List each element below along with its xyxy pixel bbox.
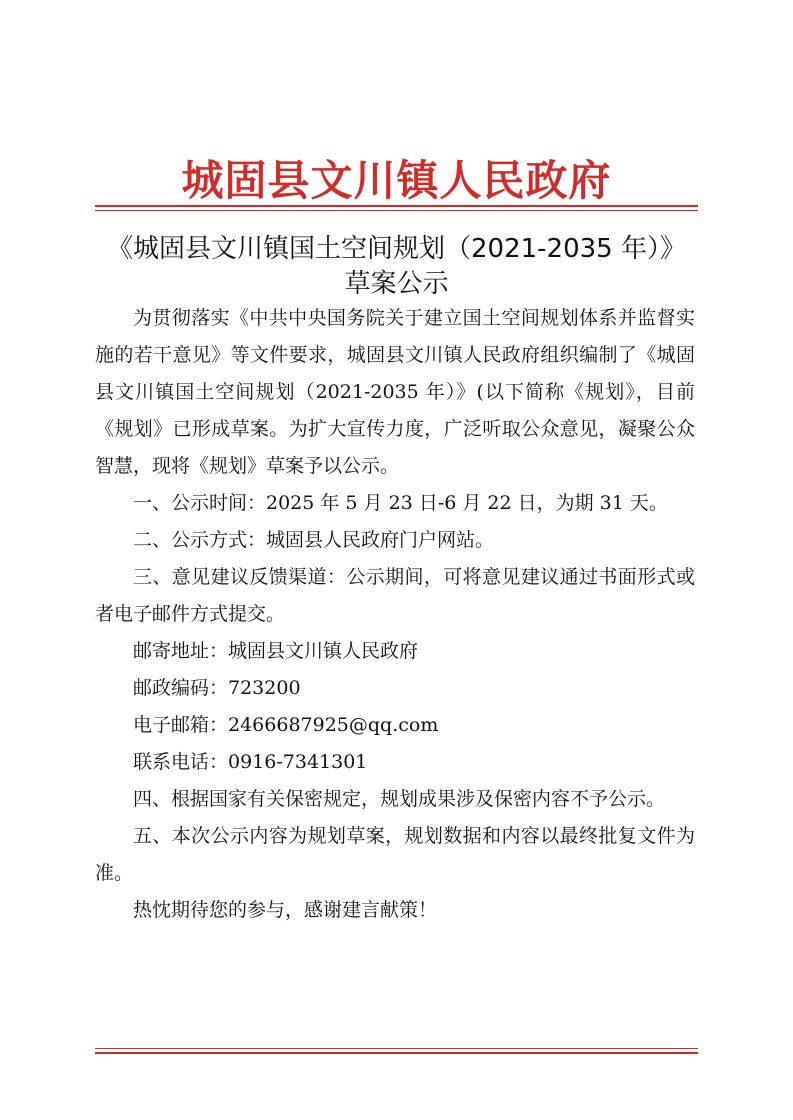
section-5-draft-note: 五、本次公示内容为规划草案，规划数据和内容以最终批复文件为准。 xyxy=(95,825,695,884)
section-1-publicity-time: 一、公示时间：2025 年 5 月 23 日-6 月 22 日，为期 31 天。 xyxy=(133,492,668,514)
contact-phone: 联系电话：0916-7341301 xyxy=(133,751,368,773)
footer-red-rule-thick xyxy=(95,1052,698,1054)
section-2-publicity-method: 二、公示方式：城固县人民政府门户网站。 xyxy=(133,529,495,551)
document-subtitle: 草案公示 xyxy=(344,269,449,299)
header-red-rule-thin xyxy=(95,210,698,211)
document-body xyxy=(95,300,695,929)
postal-code: 邮政编码：723200 xyxy=(133,677,301,699)
intro-paragraph: 为贯彻落实《中共中央国务院关于建立国土空间规划体系并监督实施的若干意见》等文件要求，城固县文川镇人民政府组织编制了《城固县文川镇国土空间规划（2021-2035 年）》(以下简称《规划》，目前《规划》已形成草案。为扩大宣传力度，广泛听取公众意见，凝聚公众智慧，现将《规划》草案予以公示。 xyxy=(95,307,695,477)
header-red-rule-thick xyxy=(95,205,698,207)
section-3-feedback-channel: 三、意见建议反馈渠道：公示期间，可将意见建议通过书面形式或者电子邮件方式提交。 xyxy=(95,566,695,625)
closing-line: 热忱期待您的参与，感谢建言献策！ xyxy=(133,899,438,921)
mailing-address: 邮寄地址：城固县文川镇人民政府 xyxy=(133,640,419,662)
section-4-confidentiality: 四、根据国家有关保密规定，规划成果涉及保密内容不予公示。 xyxy=(133,788,666,810)
footer-red-rule-thin xyxy=(95,1048,698,1049)
email-address: 电子邮箱：2466687925@qq.com xyxy=(133,714,439,736)
red-header-org-name: 城固县文川镇人民政府 xyxy=(181,156,612,205)
document-title: 《城固县文川镇国土空间规划（2021-2035 年）》 xyxy=(107,234,686,264)
